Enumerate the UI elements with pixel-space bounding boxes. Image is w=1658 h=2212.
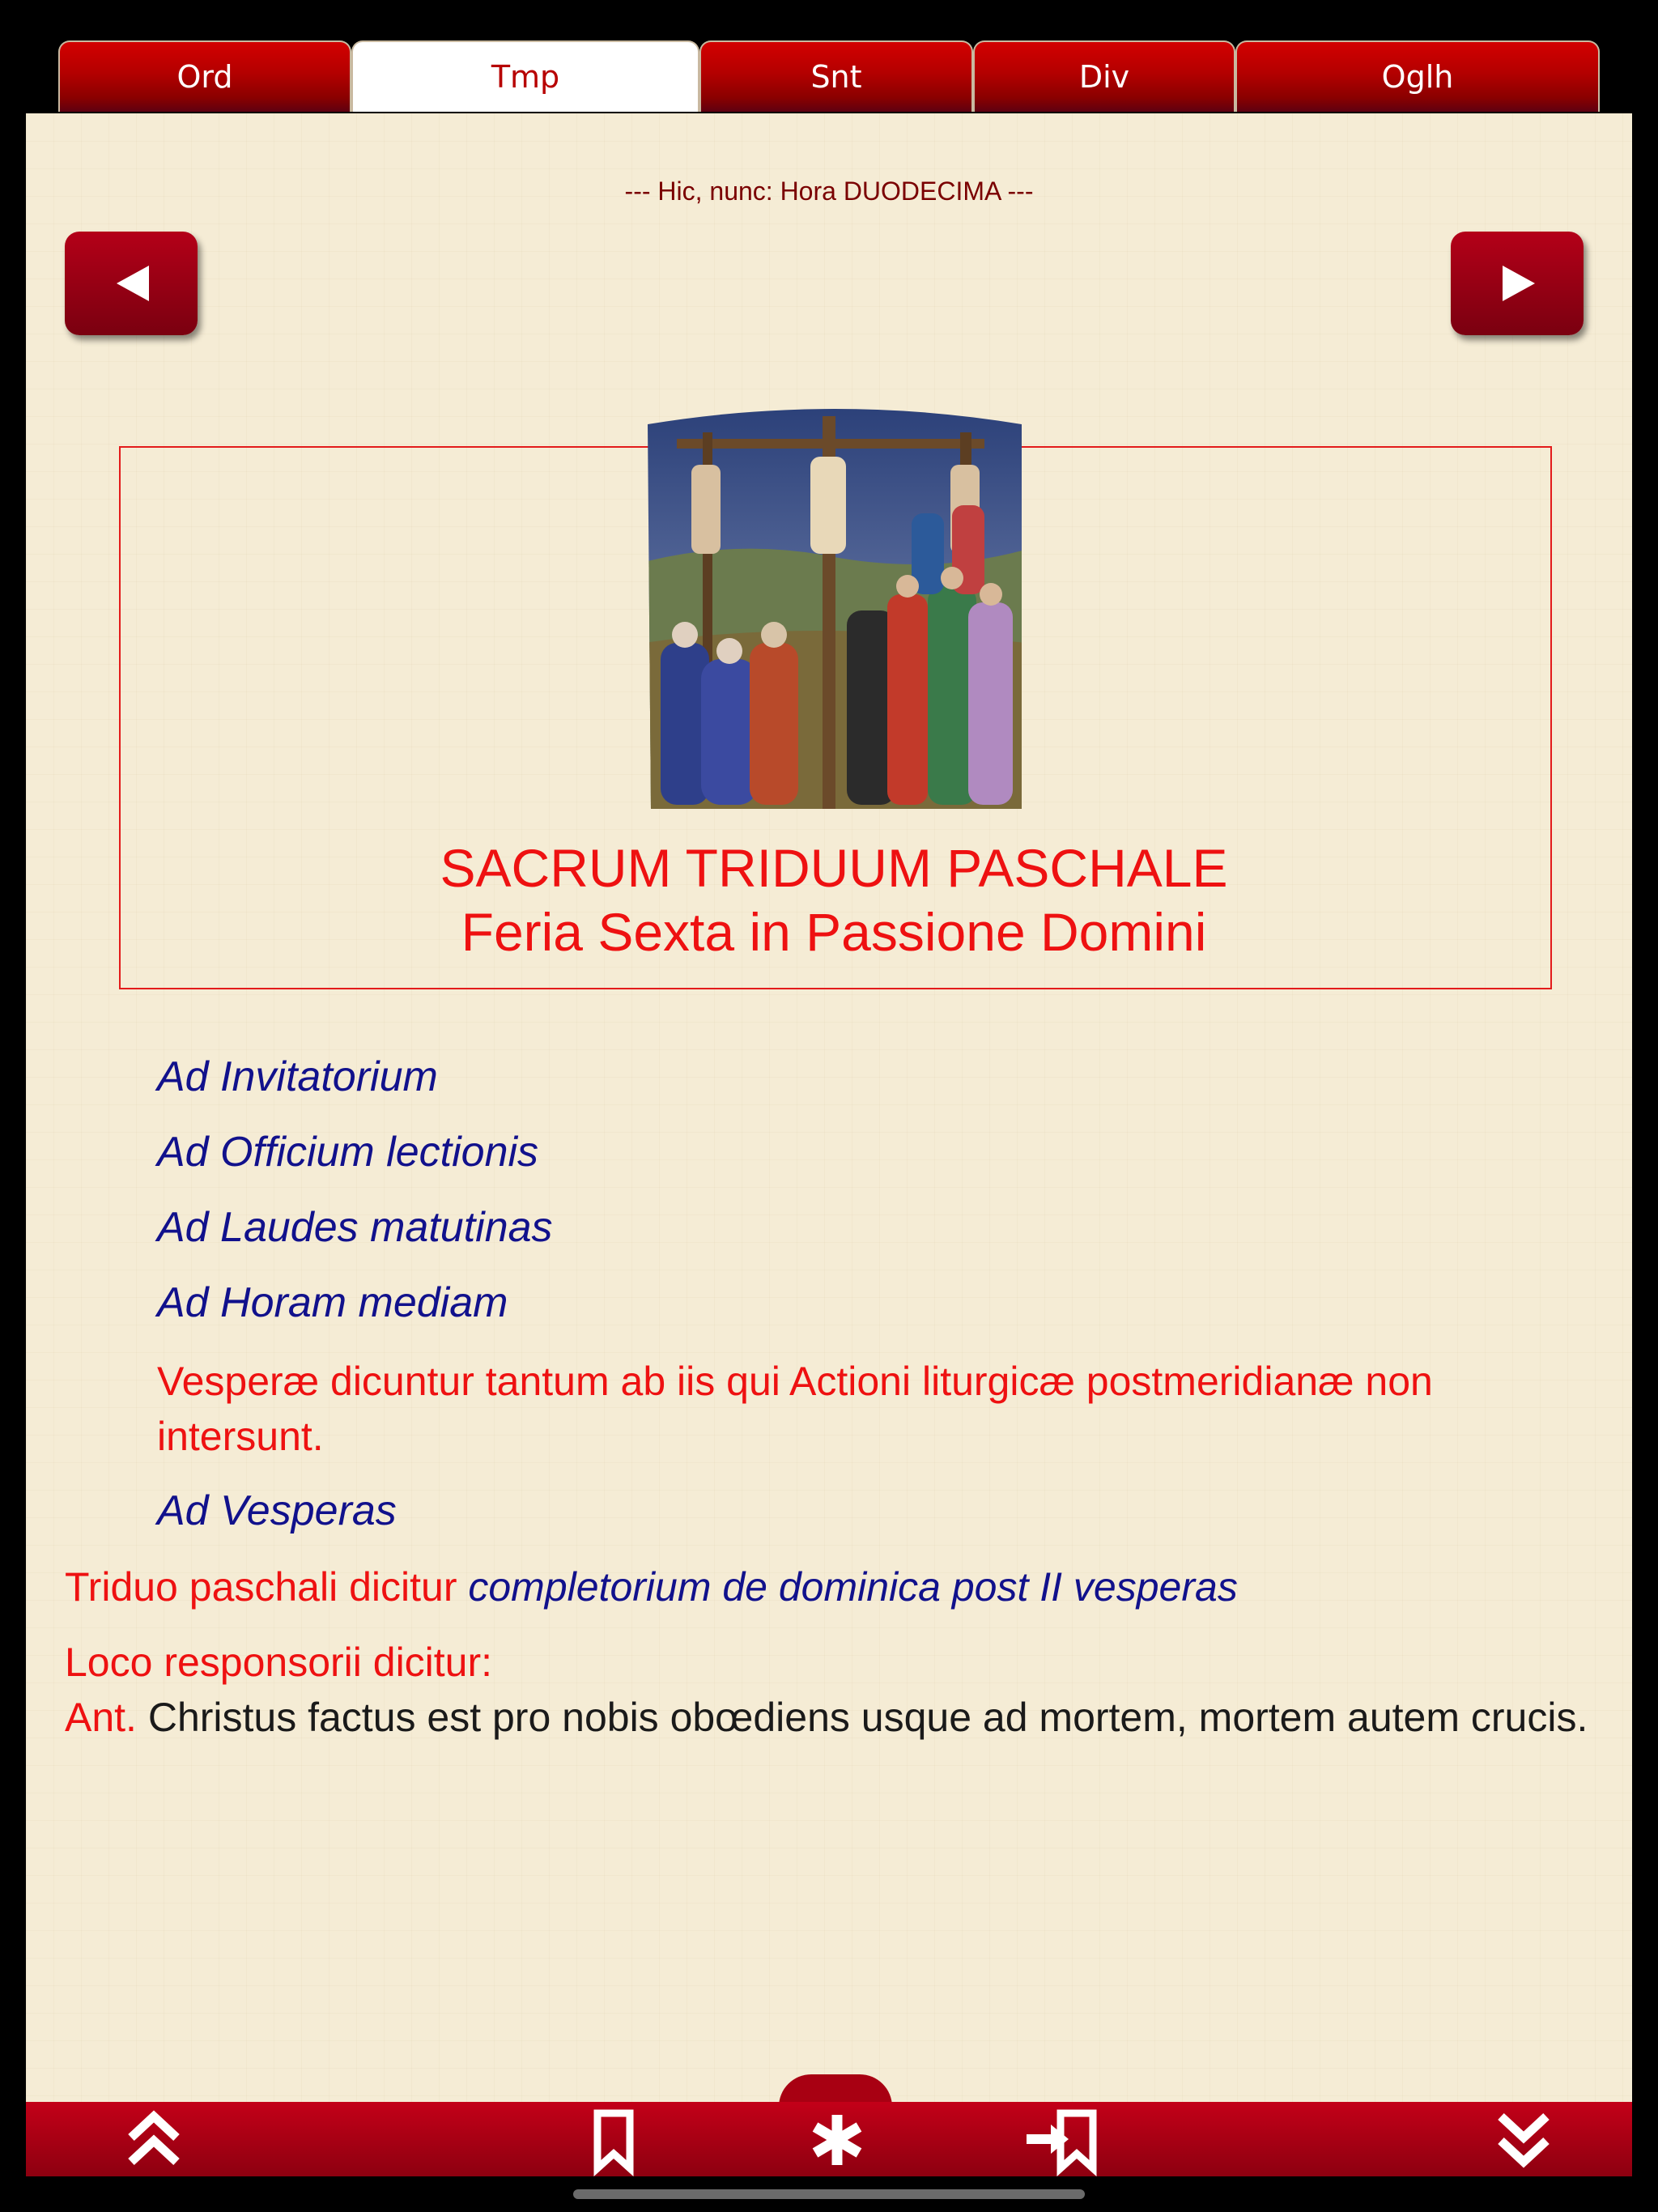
tab-bar — [58, 40, 1600, 113]
link-ad-officium-lectionis[interactable]: Ad Officium lectionis — [157, 1129, 539, 1176]
responsory-rubric: Loco responsorii dicitur: — [65, 1640, 493, 1685]
next-day-button[interactable] — [1451, 232, 1584, 335]
bookmark-enter-icon[interactable] — [1018, 2102, 1107, 2176]
current-hour-label: --- Hic, nunc: Hora DUODECIMA --- — [624, 177, 1034, 206]
asterisk-icon[interactable] — [797, 2102, 878, 2176]
compline-rubric: Triduo paschali dicitur — [65, 1564, 469, 1610]
triangle-right-icon — [1451, 232, 1584, 335]
tab-tmp[interactable]: Tmp — [351, 40, 699, 112]
tab-ord[interactable]: Ord — [58, 40, 351, 112]
antiphon-text — [65, 1690, 1603, 1745]
tab-div[interactable]: Div — [973, 40, 1235, 112]
double-chevron-down-icon[interactable] — [1483, 2102, 1564, 2176]
link-ad-horam-mediam[interactable]: Ad Horam mediam — [157, 1279, 508, 1326]
link-ad-laudes-matutinas[interactable]: Ad Laudes matutinas — [157, 1204, 553, 1251]
crucifixion-illustration — [644, 400, 1025, 813]
double-chevron-up-icon[interactable] — [113, 2102, 194, 2176]
triangle-left-icon — [65, 232, 198, 335]
bottom-toolbar — [26, 2102, 1632, 2176]
tab-oglh[interactable]: Oglh — [1235, 40, 1600, 112]
rubric-vespers: Vesperæ dicuntur tantum ab iis qui Actioni liturgicæ postmeridianæ non intersunt. — [157, 1359, 1433, 1459]
feast-title: SACRUM TRIDUUM PASCHALE — [440, 838, 1228, 898]
home-indicator[interactable] — [573, 2189, 1085, 2199]
tab-snt[interactable]: Snt — [699, 40, 973, 112]
antiphon-body: Christus factus est pro nobis obœdiens usque ad mortem, mortem autem crucis. — [136, 1695, 1588, 1740]
link-completorium[interactable]: completorium de dominica post II vesperas — [468, 1564, 1238, 1610]
previous-day-button[interactable] — [65, 232, 198, 335]
antiphon-label: Ant. — [65, 1695, 137, 1740]
link-ad-invitatorium[interactable]: Ad Invitatorium — [157, 1053, 438, 1100]
compline-line — [65, 1559, 1238, 1614]
link-ad-vesperas[interactable]: Ad Vesperas — [157, 1487, 397, 1534]
feast-subtitle: Feria Sexta in Passione Domini — [461, 902, 1207, 962]
bookmark-icon[interactable] — [573, 2102, 654, 2176]
